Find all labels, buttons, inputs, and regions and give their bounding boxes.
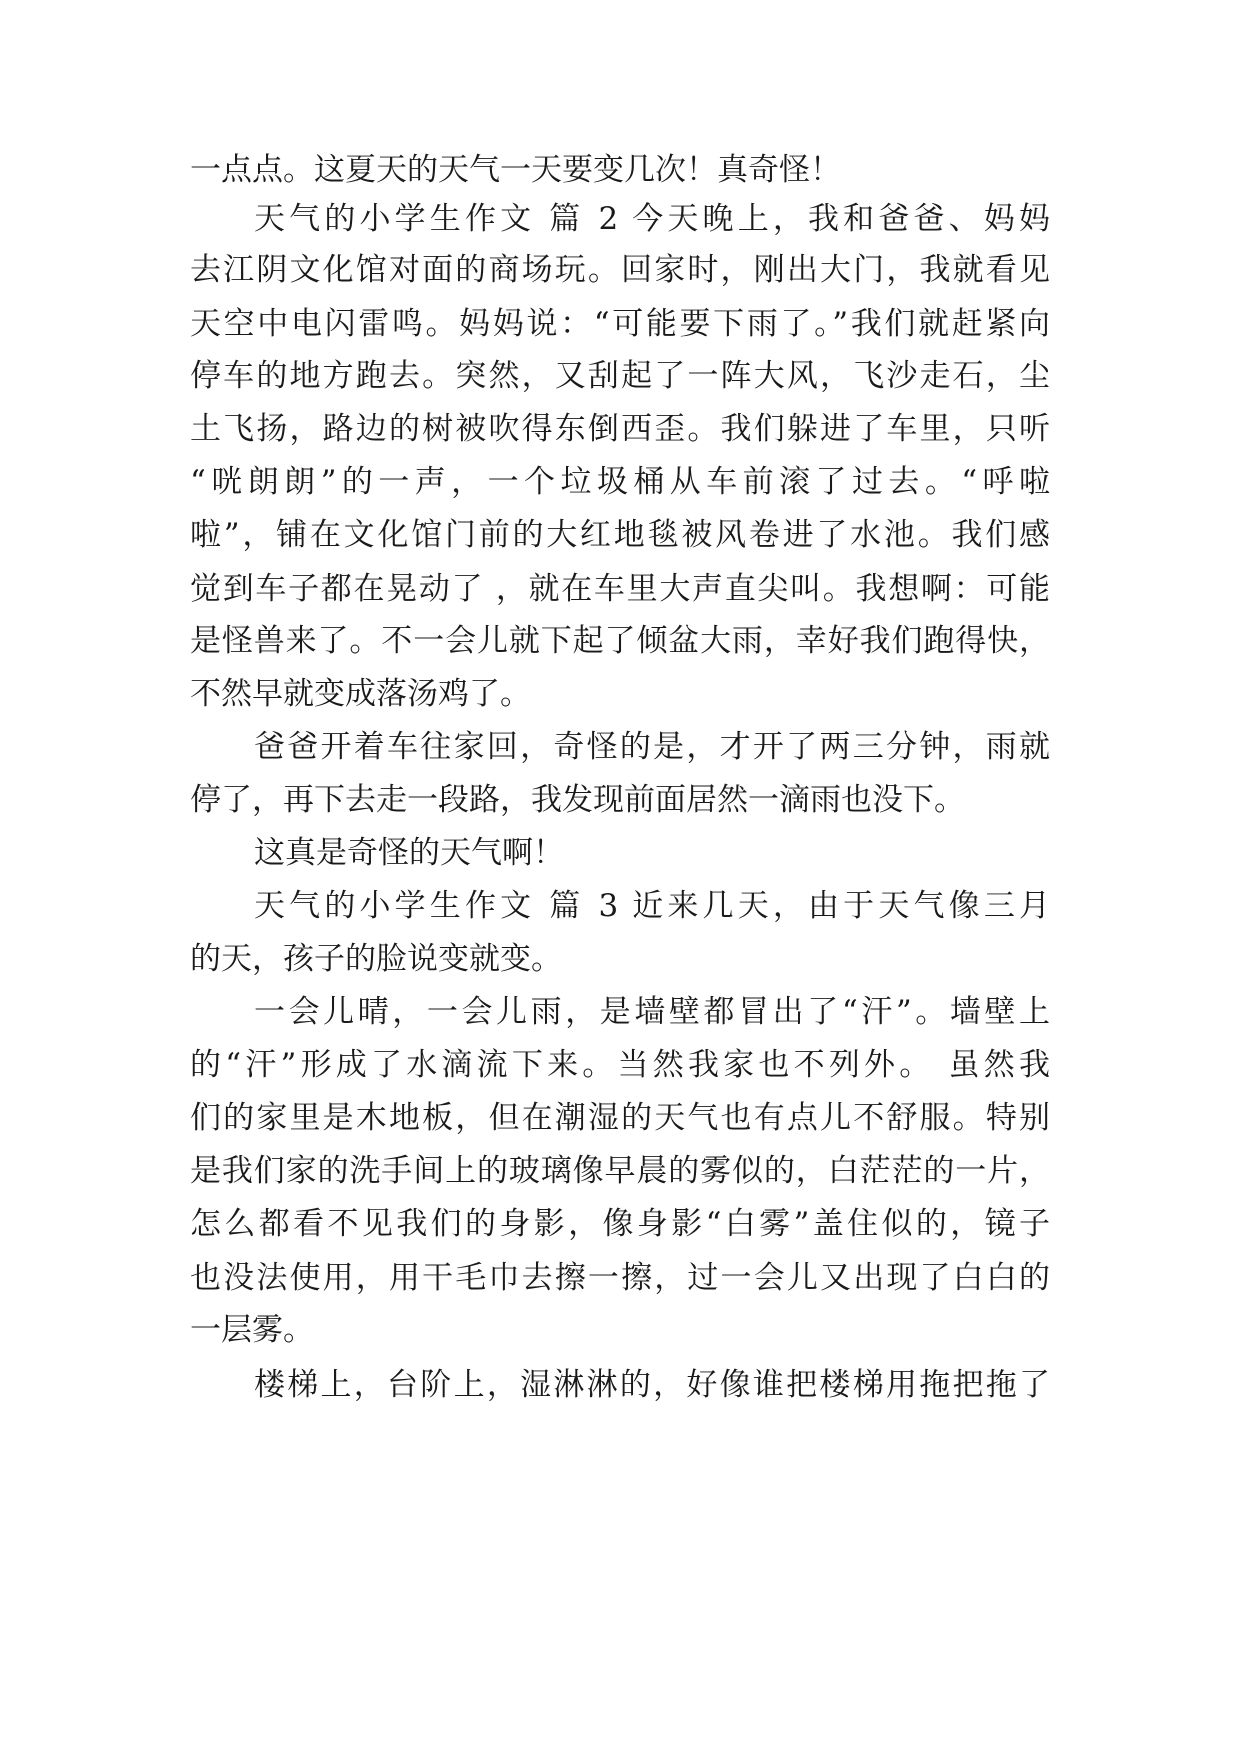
- text-line: 不然早就变成落汤鸡了。: [190, 676, 531, 712]
- text-line: 爸爸开着车往家回，奇怪的是，才开了两三分钟，雨就: [254, 729, 1050, 765]
- text-line: 停了，再下去走一段路，我发现前面居然一滴雨也没下。: [190, 782, 965, 818]
- text-line: “咣朗朗”的一声，一个垃圾桶从车前滚了过去。“呼啦: [190, 464, 1050, 500]
- text-line: 是我们家的洗手间上的玻璃像早晨的雾似的，白茫茫的一片，: [190, 1153, 1050, 1189]
- text-line: 怎么都看不见我们的身影，像身影“白雾”盖住似的，镜子: [190, 1206, 1050, 1242]
- text-line: 楼梯上，台阶上，湿淋淋的，好像谁把楼梯用拖把拖了: [254, 1367, 1050, 1403]
- text-line: 天气的小学生作文 篇 2 今天晚上，我和爸爸、妈妈: [254, 201, 1050, 237]
- text-line: 土飞扬，路边的树被吹得东倒西歪。我们躲进了车里，只听: [190, 411, 1050, 447]
- text-line: 是怪兽来了。不一会儿就下起了倾盆大雨，幸好我们跑得快，: [190, 623, 1050, 659]
- text-line: 这真是奇怪的天气啊！: [254, 835, 564, 871]
- text-line: 们的家里是木地板，但在潮湿的天气也有点儿不舒服。特别: [190, 1100, 1050, 1136]
- text-line: 天气的小学生作文 篇 3 近来几天，由于天气像三月: [254, 888, 1050, 924]
- text-line: 啦”，铺在文化馆门前的大红地毯被风卷进了水池。我们感: [190, 517, 1050, 553]
- text-line: 的天，孩子的脸说变就变。: [190, 941, 562, 977]
- text-line: 去江阴文化馆对面的商场玩。回家时，刚出大门，我就看见: [190, 252, 1050, 288]
- text-line: 一会儿晴，一会儿雨，是墙壁都冒出了“汗”。墙壁上: [254, 994, 1050, 1030]
- text-line: 一点点。这夏天的天气一天要变几次！真奇怪！: [190, 152, 841, 188]
- text-line: 也没法使用，用干毛巾去擦一擦，过一会儿又出现了白白的: [190, 1260, 1050, 1296]
- text-line: 天空中电闪雷鸣。妈妈说：“可能要下雨了。”我们就赶紧向: [190, 306, 1050, 342]
- text-line: 停车的地方跑去。突然，又刮起了一阵大风，飞沙走石，尘: [190, 358, 1050, 394]
- text-line: 一层雾。: [190, 1312, 314, 1348]
- text-line: 的“汗”形成了水滴流下来。当然我家也不列外。 虽然我: [190, 1047, 1050, 1083]
- text-line: 觉到车子都在晃动了 ，就在车里大声直尖叫。我想啊：可能: [190, 571, 1050, 607]
